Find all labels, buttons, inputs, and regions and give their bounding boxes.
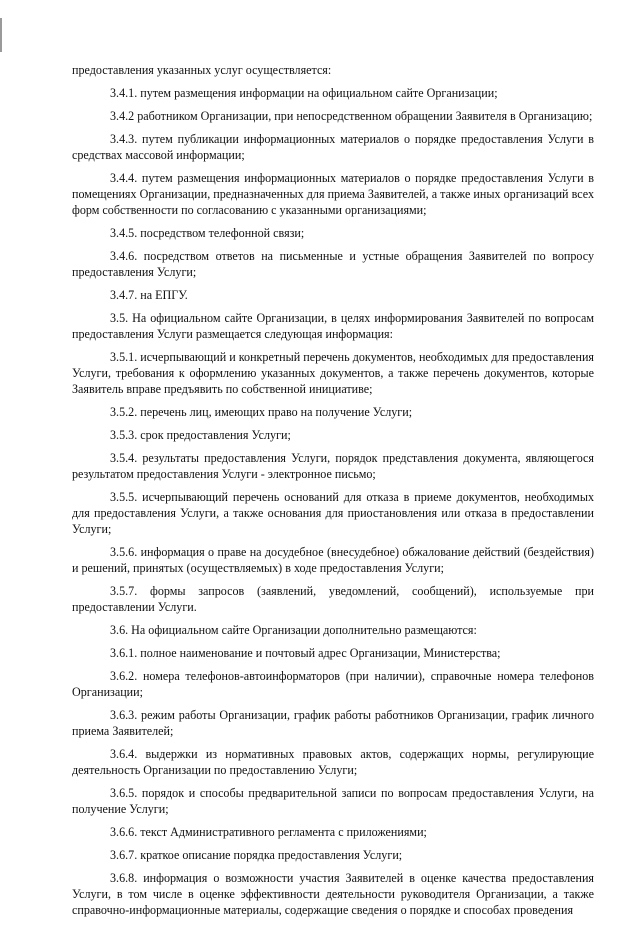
paragraph-3-4-2: 3.4.2 работником Организации, при непосредственном обращении Заявителя в Организацию; bbox=[110, 109, 593, 123]
paragraph-3-4-6: 3.4.6. посредством ответов на письменные и устные обращения Заявителей по вопросу предоставления Услуги; bbox=[72, 249, 594, 279]
paragraph-3-5-3: 3.5.3. срок предоставления Услуги; bbox=[110, 428, 291, 442]
paragraph-3-6-6: 3.6.6. текст Административного регламента с приложениями; bbox=[110, 825, 427, 839]
paragraph-3-5-6: 3.5.6. информация о праве на досудебное (внесудебное) обжалование действий (бездействия) и решений, принятых (осуществляемых) в ходе предоставления Услуги; bbox=[72, 545, 594, 575]
paragraph-3-5-7: 3.5.7. формы запросов (заявлений, уведомлений, сообщений), используемые при предоставлении Услуги. bbox=[72, 584, 594, 614]
paragraph-3-4-1: 3.4.1. путем размещения информации на официальном сайте Организации; bbox=[110, 86, 498, 100]
paragraph-3-6-4: 3.6.4. выдержки из нормативных правовых актов, содержащих нормы, регулирующие деятельность Организации по предоставлению Услуги; bbox=[72, 747, 594, 777]
paragraph-3-6-1: 3.6.1. полное наименование и почтовый адрес Организации, Министерства; bbox=[110, 646, 501, 660]
scan-edge-mark bbox=[0, 18, 2, 52]
paragraph-3-5: 3.5. На официальном сайте Организации, в целях информирования Заявителей по вопросам предоставления Услуги размещается следующая информация: bbox=[72, 311, 594, 341]
paragraph-3-4-4: 3.4.4. путем размещения информационных материалов о порядке предоставления Услуги в помещениях Организации, предназначенных для приема Заявителей, а также иных организаций всех форм собственности по согласованию с указанными организациями; bbox=[72, 171, 594, 217]
paragraph-3-5-5: 3.5.5. исчерпывающий перечень оснований для отказа в приеме документов, необходимых для предоставления Услуги, а также основания для приостановления или отказа в предоставлении Услуги; bbox=[72, 490, 594, 536]
paragraph-3-4-5: 3.4.5. посредством телефонной связи; bbox=[110, 226, 305, 240]
paragraph-3-5-1: 3.5.1. исчерпывающий и конкретный перечень документов, необходимых для предоставления Услуги, требования к оформлению указанных документов, а также перечень документов, которые Заявитель вправе предъявить по собственной инициативе; bbox=[72, 350, 594, 396]
paragraph-3-6-2: 3.6.2. номера телефонов-автоинформаторов (при наличии), справочные номера телефонов Организации; bbox=[72, 669, 594, 699]
paragraph-3-4-3: 3.4.3. путем публикации информационных материалов о порядке предоставления Услуги в средствах массовой информации; bbox=[72, 132, 594, 162]
paragraph-3-6-5: 3.6.5. порядок и способы предварительной записи по вопросам предоставления Услуги, на получение Услуги; bbox=[72, 786, 594, 816]
paragraph-3-5-2: 3.5.2. перечень лиц, имеющих право на получение Услуги; bbox=[110, 405, 413, 419]
paragraph-3-5-4: 3.5.4. результаты предоставления Услуги, порядок представления документа, являющегося результатом предоставления Услуги - электронное письмо; bbox=[72, 451, 594, 481]
paragraph-3-6-8: 3.6.8. информация о возможности участия Заявителей в оценке качества предоставления Услуги, в том числе в оценке эффективности деятельности руководителя Организации, а также справочно-информационные материалы, содержащие сведения о порядке и способах проведения bbox=[72, 871, 594, 917]
paragraph-3-4-7: 3.4.7. на ЕПГУ. bbox=[110, 288, 188, 302]
paragraph-continuation: предоставления указанных услуг осуществляется: bbox=[72, 63, 332, 77]
paragraph-3-6: 3.6. На официальном сайте Организации дополнительно размещаются: bbox=[110, 623, 477, 637]
paragraph-3-6-3: 3.6.3. режим работы Организации, график работы работников Организации, график личного приема Заявителей; bbox=[72, 708, 594, 738]
document-body bbox=[72, 62, 594, 925]
paragraph-3-6-7: 3.6.7. краткое описание порядка предоставления Услуги; bbox=[110, 848, 403, 862]
